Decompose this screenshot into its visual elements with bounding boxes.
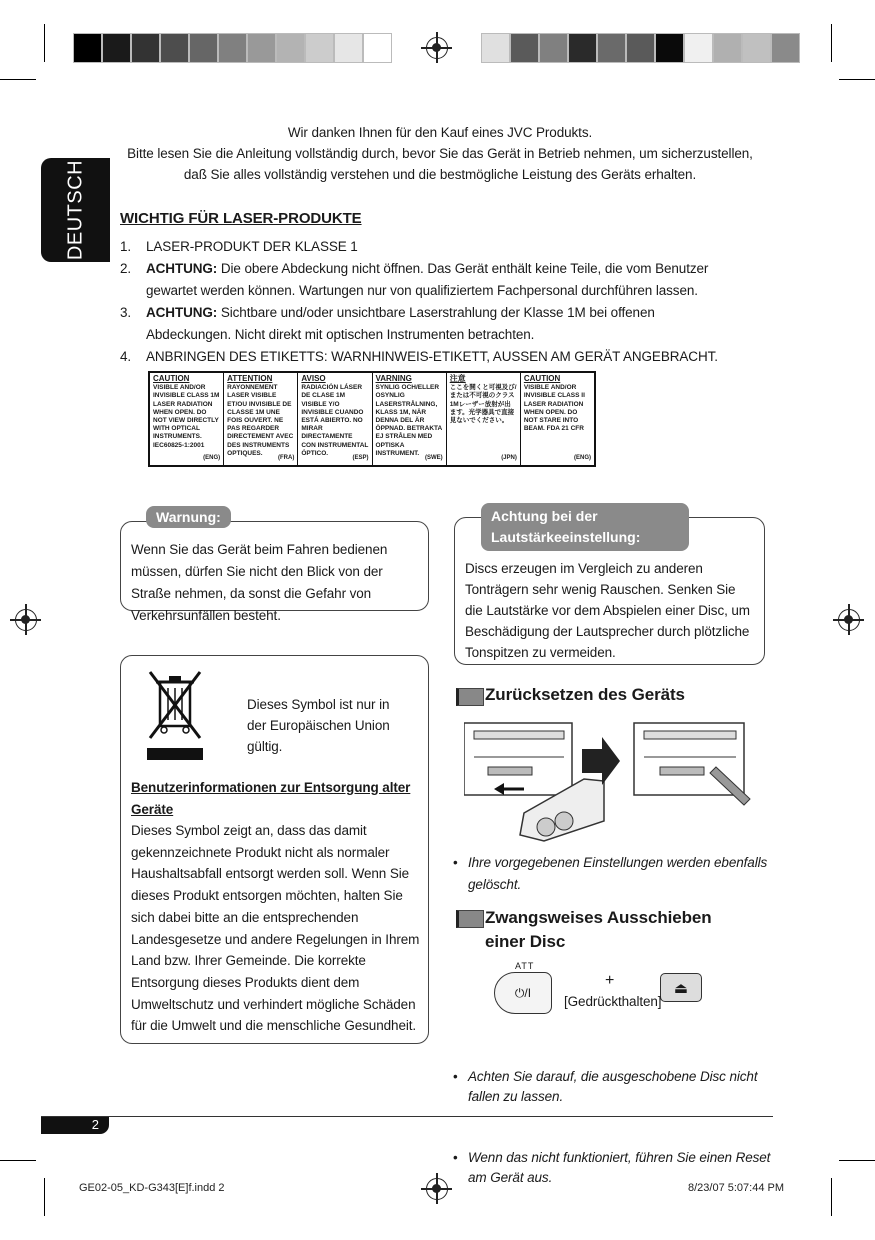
reset-illustration: [464, 717, 764, 845]
color-swatch: [305, 33, 334, 63]
label-cell-swe: VARNING SYNLIG OCH/ELLER OSYNLIG LASERSTRÅLNING, KLASS 1M, NÄR DENNA DEL ÄR ÖPPNAD. BETRAKTA EJ STRÅLEN MED OPTISKA INSTRUMENT. (SWE): [373, 373, 447, 465]
color-swatch: [771, 33, 800, 63]
registration-mark-icon: [426, 37, 448, 59]
att-label: ATT: [515, 961, 535, 971]
laser-item: 1. LASER-PRODUKT DER KLASSE 1: [120, 239, 358, 254]
plus-sign: +: [605, 972, 615, 989]
achtung-title: Achtung bei der Lautstärkeeinstellung:: [481, 503, 689, 551]
hold-label: [Gedrückthalten]: [564, 994, 662, 1009]
laser-item: 3. ACHTUNG: Sichtbare und/oder unsichtbare Laserstrahlung der Klasse 1M bei offenen Abdeckungen. Nicht direkt mit optischen Instrumenten betrachten.: [120, 305, 655, 342]
label-cell-jpn: 注意 ここを開くと可視及び/または不可視のクラス1Mレーザー放射が出ます。光学器具で直接見ないでください。 (JPN): [447, 373, 521, 465]
label-cell-eng: CAUTION VISIBLE AND/OR INVISIBLE CLASS 1M LASER RADIATION WHEN OPEN. DO NOT VIEW DIRECTLY WITH OPTICAL INSTRUMENTS. IEC60825-1:2001 (ENG): [150, 373, 224, 465]
eject-button: [660, 973, 702, 1002]
color-swatch: [334, 33, 363, 63]
color-swatch: [626, 33, 655, 63]
color-swatch: [73, 33, 102, 63]
color-swatch: [481, 33, 510, 63]
color-swatch: [160, 33, 189, 63]
color-swatch: [218, 33, 247, 63]
registration-mark-icon: [426, 1178, 448, 1200]
intro-line-2: Bitte lesen Sie die Anleitung vollständig durch, bevor Sie das Gerät in Betrieb nehmen, um sicherzustellen, daß Sie alles vollständig verstehen und die bestmögliche Leistung des Geräts erhalten.: [127, 146, 753, 182]
page-number: 2: [91, 1117, 99, 1132]
warnung-text: Wenn Sie das Gerät beim Fahren bedienen müssen, dürfen Sie nicht den Blick von der Straße nehmen, da sonst die Gefahr von Verkehrsunfällen besteht.: [131, 542, 388, 623]
language-tab-label: DEUTSCH: [64, 159, 86, 261]
reset-heading: Zurücksetzen des Geräts: [485, 685, 685, 704]
eject-note: • Achten Sie darauf, die ausgeschobene Disc nicht fallen zu lassen.: [453, 1067, 778, 1107]
page-number-tab: [41, 1117, 109, 1134]
laser-item: 2. ACHTUNG: Die obere Abdeckung nicht öffnen. Das Gerät enthält keine Teile, die vom Benutzer gewartet werden können. Wartungen nur von qualifiziertem Fachpersonal durchführen lassen.: [120, 261, 709, 298]
label-cell-eng-fda: CAUTION VISIBLE AND/OR INVISIBLE CLASS II LASER RADIATION WHEN OPEN. DO NOT STARE INTO BEAM. FDA 21 CFR (ENG): [523, 374, 592, 461]
laser-heading: WICHTIG FÜR LASER-PRODUKTE: [120, 210, 362, 227]
eject-note: • Wenn das nicht funktioniert, führen Sie einen Reset am Gerät aus.: [453, 1148, 778, 1188]
intro-text: [120, 122, 760, 185]
color-swatch: [102, 33, 131, 63]
eu-symbol-note: Dieses Symbol ist nur in der Europäischen Union gültig.: [247, 697, 390, 754]
color-swatch: [539, 33, 568, 63]
warnung-title: Warnung:: [146, 506, 231, 528]
page-rule: [41, 1116, 773, 1117]
color-swatch: [568, 33, 597, 63]
color-swatch: [655, 33, 684, 63]
intro-line-1: Wir danken Ihnen für den Kauf eines JVC Produkts.: [287, 125, 593, 140]
crossed-bin-icon: [140, 668, 210, 764]
color-swatch: [276, 33, 305, 63]
eject-heading: Zwangsweises Ausschieben einer Disc: [485, 908, 712, 951]
disposal-heading: Benutzerinformationen zur Entsorgung alter Geräte: [131, 780, 411, 817]
color-swatch: [742, 33, 771, 63]
footer-file: GE02-05_KD-G343[E]f.indd 2: [79, 1182, 225, 1194]
laser-item: 4. ANBRINGEN DES ETIKETTS: WARNHINWEIS-ETIKETT, AUSSEN AM GERÄT ANGEBRACHT.: [120, 349, 718, 364]
section-marker-icon: [456, 910, 484, 928]
power-icon: ⏻/I: [514, 985, 532, 1000]
color-bars-right: [481, 33, 800, 63]
laser-warning-label: [148, 371, 596, 467]
reset-note: • Ihre vorgegebenen Einstellungen werden ebenfalls gelöscht.: [453, 852, 773, 896]
color-swatch: [189, 33, 218, 63]
footer-date: 8/23/07 5:07:44 PM: [688, 1182, 785, 1194]
label-cell-fra: ATTENTION RAYONNEMENT LASER VISIBLE ET/OU INVISIBLE DE CLASSE 1M UNE FOIS OUVERT. NE PAS REGARDER DIRECTEMENT AVEC DES INSTRUMENTS OPTIQUES. (FRA): [224, 373, 298, 465]
power-button: [494, 972, 552, 1014]
color-swatch: [247, 33, 276, 63]
color-swatch: [684, 33, 713, 63]
registration-mark-icon: [15, 609, 37, 631]
disposal-text: Dieses Symbol zeigt an, dass das damit gekennzeichnete Produkt nicht als normaler Haushaltsabfall entsorgt werden soll. Wenn Sie dieses Produkt entsorgen möchten, halten Sie sich dabei bitte an die entsprechenden Landesgesetze und andere Regelungen in Ihrem Land bzw. Ihrer Gemeinde. Die korrekte Entsorgung dieses Produkts dient dem Umweltschutz und verhindert mögliche Schäden für die Umwelt und die menschliche Gesundheit.: [131, 823, 420, 1034]
section-marker-icon: [456, 688, 484, 706]
color-swatch: [131, 33, 160, 63]
achtung-text: Discs erzeugen im Vergleich zu anderen Tonträgern sehr wenig Rauschen. Senken Sie die Lautstärke vor dem Abspielen einer Disc, um Beschädigung der Lautsprecher durch plötzliche Tonspitzen zu vermeiden.: [465, 561, 750, 660]
color-bars-left: [73, 33, 392, 63]
registration-mark-icon: [838, 609, 860, 631]
eject-icon: ⏏: [673, 979, 689, 997]
language-tab: [41, 158, 110, 262]
color-swatch: [597, 33, 626, 63]
label-cell-esp: AVISO RADIACIÓN LÁSER DE CLASE 1M VISIBLE Y/O INVISIBLE CUANDO ESTÁ ABIERTO. NO MIRAR DIRECTAMENTE CON INSTRUMENTAL ÓPTICO. (ESP): [298, 373, 372, 465]
color-swatch: [363, 33, 392, 63]
laser-list: [120, 236, 740, 368]
color-swatch: [713, 33, 742, 63]
color-swatch: [510, 33, 539, 63]
